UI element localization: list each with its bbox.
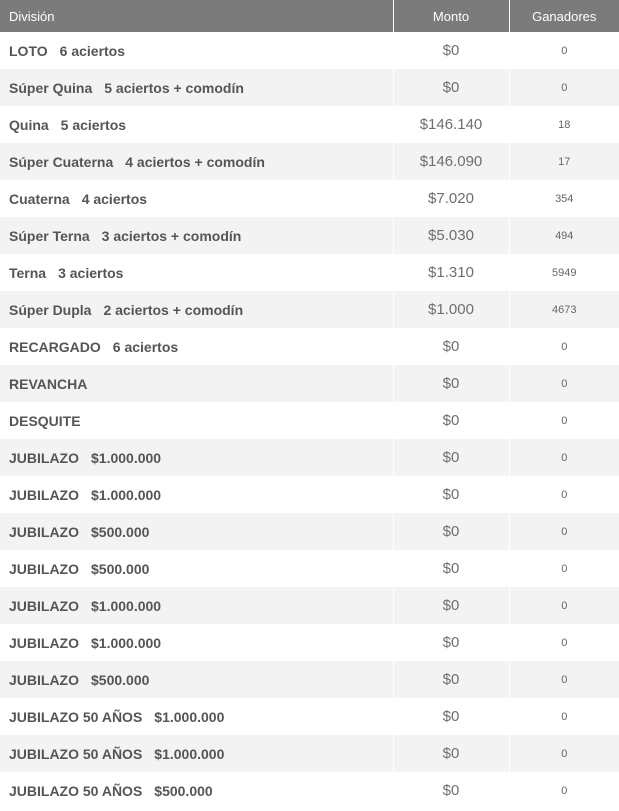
table-header (0, 0, 619, 32)
ganadores-cell: 0 (509, 550, 619, 587)
ganadores-cell: 0 (509, 402, 619, 439)
ganadores-cell: 0 (509, 439, 619, 476)
division-cell (0, 180, 393, 217)
ganadores-cell: 0 (509, 661, 619, 698)
ganadores-cell: 0 (509, 513, 619, 550)
division-cell (0, 476, 393, 513)
division-detail: 6 aciertos (112, 338, 179, 355)
monto-cell: $0 (393, 624, 509, 661)
header-division: División (0, 0, 393, 32)
division-detail: 5 aciertos (60, 116, 127, 133)
division-detail: $1.000.000 (154, 745, 225, 762)
table-row (0, 217, 619, 254)
division-name: Terna (9, 264, 47, 281)
division-cell (0, 439, 393, 476)
monto-cell: $0 (393, 513, 509, 550)
ganadores-cell: 4673 (509, 291, 619, 328)
division-cell (0, 217, 393, 254)
table-row (0, 439, 619, 476)
division-name: DESQUITE (9, 412, 81, 429)
ganadores-cell: 0 (509, 698, 619, 735)
division-name: JUBILAZO (9, 523, 79, 540)
table-row (0, 698, 619, 735)
division-cell (0, 365, 393, 402)
division-name: Cuaterna (9, 190, 70, 207)
header-row (0, 0, 619, 32)
monto-cell: $1.310 (393, 254, 509, 291)
division-cell (0, 587, 393, 624)
division-name: JUBILAZO (9, 449, 79, 466)
division-cell (0, 291, 393, 328)
table-row (0, 365, 619, 402)
monto-cell: $1.000 (393, 291, 509, 328)
division-name: JUBILAZO 50 AÑOS (9, 708, 143, 725)
table-row (0, 32, 619, 69)
ganadores-cell: 354 (509, 180, 619, 217)
ganadores-cell: 5949 (509, 254, 619, 291)
table-row (0, 735, 619, 772)
division-name: JUBILAZO (9, 560, 79, 577)
division-name: Súper Dupla (9, 301, 92, 318)
monto-cell: $146.140 (393, 106, 509, 143)
ganadores-cell: 0 (509, 772, 619, 809)
division-detail: 3 aciertos + comodín (101, 227, 242, 244)
table-row (0, 513, 619, 550)
monto-cell: $0 (393, 698, 509, 735)
header-monto: Monto (393, 0, 509, 32)
monto-cell: $0 (393, 735, 509, 772)
division-name: Súper Cuaterna (9, 153, 114, 170)
division-detail: 4 aciertos + comodín (125, 153, 265, 170)
division-cell (0, 550, 393, 587)
ganadores-cell: 0 (509, 328, 619, 365)
header-ganadores: Ganadores (509, 0, 619, 32)
division-detail: $500.000 (91, 671, 150, 688)
division-cell (0, 143, 393, 180)
table-row (0, 402, 619, 439)
division-detail: $1.000.000 (91, 449, 162, 466)
division-name: RECARGADO (9, 338, 101, 355)
ganadores-cell: 17 (509, 143, 619, 180)
monto-cell: $0 (393, 661, 509, 698)
table-row (0, 550, 619, 587)
ganadores-cell: 0 (509, 476, 619, 513)
division-detail: $1.000.000 (91, 486, 162, 503)
ganadores-cell: 18 (509, 106, 619, 143)
division-name: JUBILAZO (9, 486, 79, 503)
division-cell (0, 513, 393, 550)
table-row (0, 476, 619, 513)
table-row (0, 661, 619, 698)
division-cell (0, 328, 393, 365)
division-cell (0, 735, 393, 772)
monto-cell: $0 (393, 439, 509, 476)
monto-cell: $7.020 (393, 180, 509, 217)
division-cell (0, 624, 393, 661)
division-cell (0, 661, 393, 698)
table-row (0, 143, 619, 180)
division-cell (0, 402, 393, 439)
ganadores-cell: 0 (509, 624, 619, 661)
ganadores-cell: 0 (509, 32, 619, 69)
ganadores-cell: 494 (509, 217, 619, 254)
monto-cell: $0 (393, 402, 509, 439)
table-row (0, 291, 619, 328)
division-name: Súper Terna (9, 227, 90, 244)
table-row (0, 624, 619, 661)
ganadores-cell: 0 (509, 587, 619, 624)
table-row (0, 69, 619, 106)
monto-cell: $0 (393, 587, 509, 624)
table-row (0, 106, 619, 143)
division-cell (0, 254, 393, 291)
division-name: JUBILAZO (9, 671, 79, 688)
division-detail: $500.000 (91, 523, 150, 540)
ganadores-cell: 0 (509, 735, 619, 772)
division-detail: 3 aciertos (58, 264, 124, 281)
monto-cell: $0 (393, 32, 509, 69)
monto-cell: $0 (393, 476, 509, 513)
division-detail: $1.000.000 (91, 597, 162, 614)
table-body (0, 32, 619, 809)
table-row (0, 180, 619, 217)
division-cell (0, 69, 393, 106)
table-row (0, 772, 619, 809)
division-cell (0, 772, 393, 809)
division-detail: 4 aciertos (81, 190, 148, 207)
division-detail: 5 aciertos + comodín (104, 79, 244, 96)
monto-cell: $5.030 (393, 217, 509, 254)
division-name: Súper Quina (9, 79, 93, 96)
monto-cell: $0 (393, 328, 509, 365)
ganadores-cell: 0 (509, 365, 619, 402)
division-cell (0, 32, 393, 69)
table-row (0, 254, 619, 291)
table-row (0, 328, 619, 365)
division-cell (0, 106, 393, 143)
division-name: REVANCHA (9, 375, 88, 392)
division-detail: $500.000 (91, 560, 150, 577)
division-name: JUBILAZO (9, 597, 79, 614)
division-detail: $1.000.000 (91, 634, 162, 651)
division-name: JUBILAZO 50 AÑOS (9, 745, 143, 762)
monto-cell: $0 (393, 69, 509, 106)
division-name: JUBILAZO 50 AÑOS (9, 782, 143, 799)
division-name: Quina (9, 116, 49, 133)
monto-cell: $0 (393, 772, 509, 809)
division-name: LOTO (9, 42, 48, 59)
monto-cell: $0 (393, 365, 509, 402)
division-cell (0, 698, 393, 735)
ganadores-cell: 0 (509, 69, 619, 106)
division-detail: $500.000 (154, 782, 213, 799)
division-detail: $1.000.000 (154, 708, 225, 725)
monto-cell: $0 (393, 550, 509, 587)
division-name: JUBILAZO (9, 634, 79, 651)
division-detail: 2 aciertos + comodín (103, 301, 244, 318)
division-detail: 6 aciertos (59, 42, 126, 59)
monto-cell: $146.090 (393, 143, 509, 180)
table-row (0, 587, 619, 624)
